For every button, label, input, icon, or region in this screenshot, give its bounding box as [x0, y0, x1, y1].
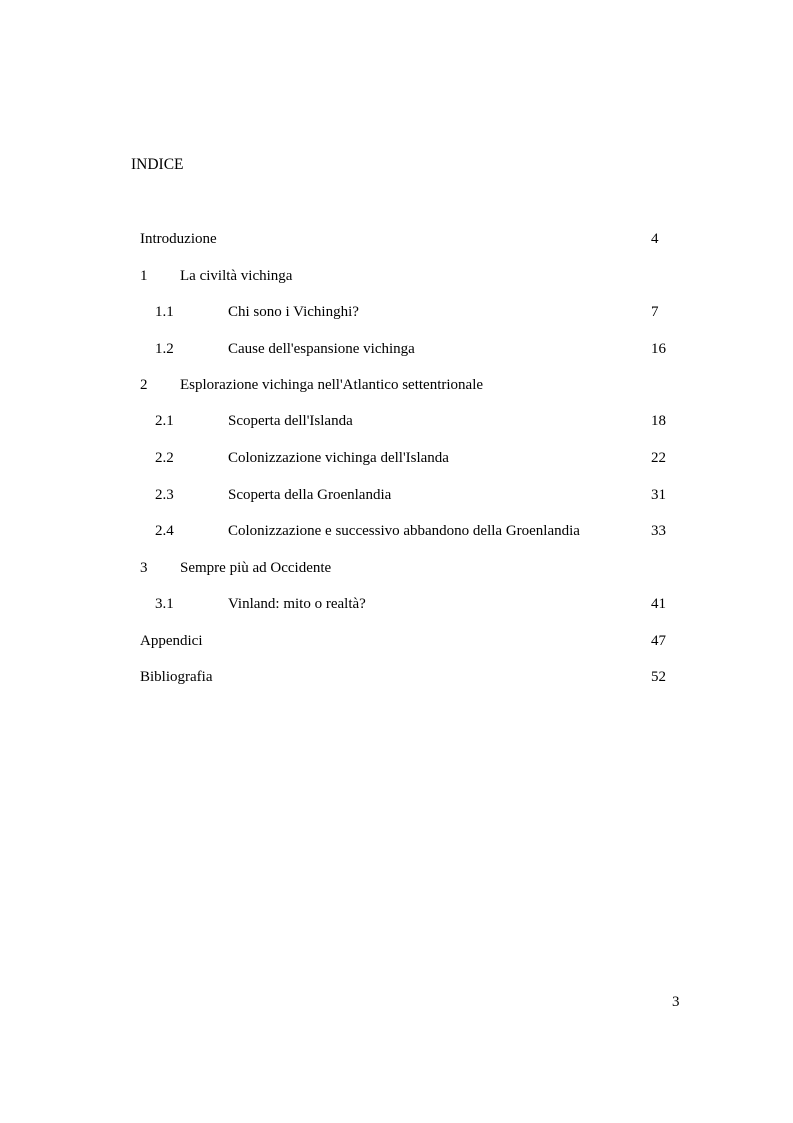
toc-entry-number: 3: [140, 560, 148, 576]
toc-entry-label: Introduzione: [140, 231, 217, 247]
toc-chapter-1: [0, 265, 793, 287]
toc-entry-number: 2: [140, 377, 148, 393]
toc-section-2-2: [0, 447, 793, 469]
toc-entry-number: 1.1: [155, 304, 174, 320]
toc-entry-number: 2.1: [155, 413, 174, 429]
toc-entry-number: 3.1: [155, 596, 174, 612]
toc-entry-label: Colonizzazione e successivo abbandono della Groenlandia: [228, 523, 580, 539]
toc-entry-page: 31: [651, 487, 666, 503]
toc-entry-label: Sempre più ad Occidente: [180, 560, 332, 576]
toc-entry-label: Appendici: [140, 633, 203, 649]
toc-section-1-1: [0, 301, 793, 323]
toc-entry-label: Bibliografia: [140, 669, 213, 685]
toc-entry-label: Vinland: mito o realtà?: [228, 596, 366, 612]
toc-entry-page: 33: [651, 523, 666, 539]
toc-section-2-4: [0, 520, 793, 542]
toc-entry-page: 41: [651, 596, 666, 612]
toc-entry-bibliografia: [0, 666, 793, 688]
toc-entry-page: 4: [651, 231, 659, 247]
toc-entry-label: Cause dell'espansione vichinga: [228, 341, 415, 357]
page-number: 3: [672, 994, 680, 1010]
toc-entry-label: Esplorazione vichinga nell'Atlantico settentrionale: [180, 377, 484, 393]
toc-entry-introduzione: [0, 228, 793, 250]
toc-section-2-1: [0, 410, 793, 432]
toc-entry-page: 52: [651, 669, 666, 685]
toc-entry-number: 2.4: [155, 523, 174, 539]
toc-entry-number: 1: [140, 268, 148, 284]
toc-chapter-3: [0, 557, 793, 579]
toc-entry-page: 22: [651, 450, 666, 466]
toc-entry-label: La civiltà vichinga: [180, 268, 293, 284]
toc-section-1-2: [0, 338, 793, 360]
toc-entry-label: Colonizzazione vichinga dell'Islanda: [228, 450, 449, 466]
toc-chapter-2: [0, 374, 793, 396]
toc-section-2-3: [0, 484, 793, 506]
toc-entry-appendici: [0, 630, 793, 652]
toc-entry-page: 47: [651, 633, 666, 649]
toc-entry-label: Chi sono i Vichinghi?: [228, 304, 359, 320]
toc-entry-number: 1.2: [155, 341, 174, 357]
toc-entry-page: 16: [651, 341, 666, 357]
toc-entry-page: 18: [651, 413, 666, 429]
toc-entry-label: Scoperta della Groenlandia: [228, 487, 392, 503]
toc-entry-label: Scoperta dell'Islanda: [228, 413, 353, 429]
toc-entry-page: 7: [651, 304, 659, 320]
toc-section-3-1: [0, 593, 793, 615]
toc-title: INDICE: [131, 156, 184, 173]
toc-entry-number: 2.3: [155, 487, 174, 503]
toc-entry-number: 2.2: [155, 450, 174, 466]
